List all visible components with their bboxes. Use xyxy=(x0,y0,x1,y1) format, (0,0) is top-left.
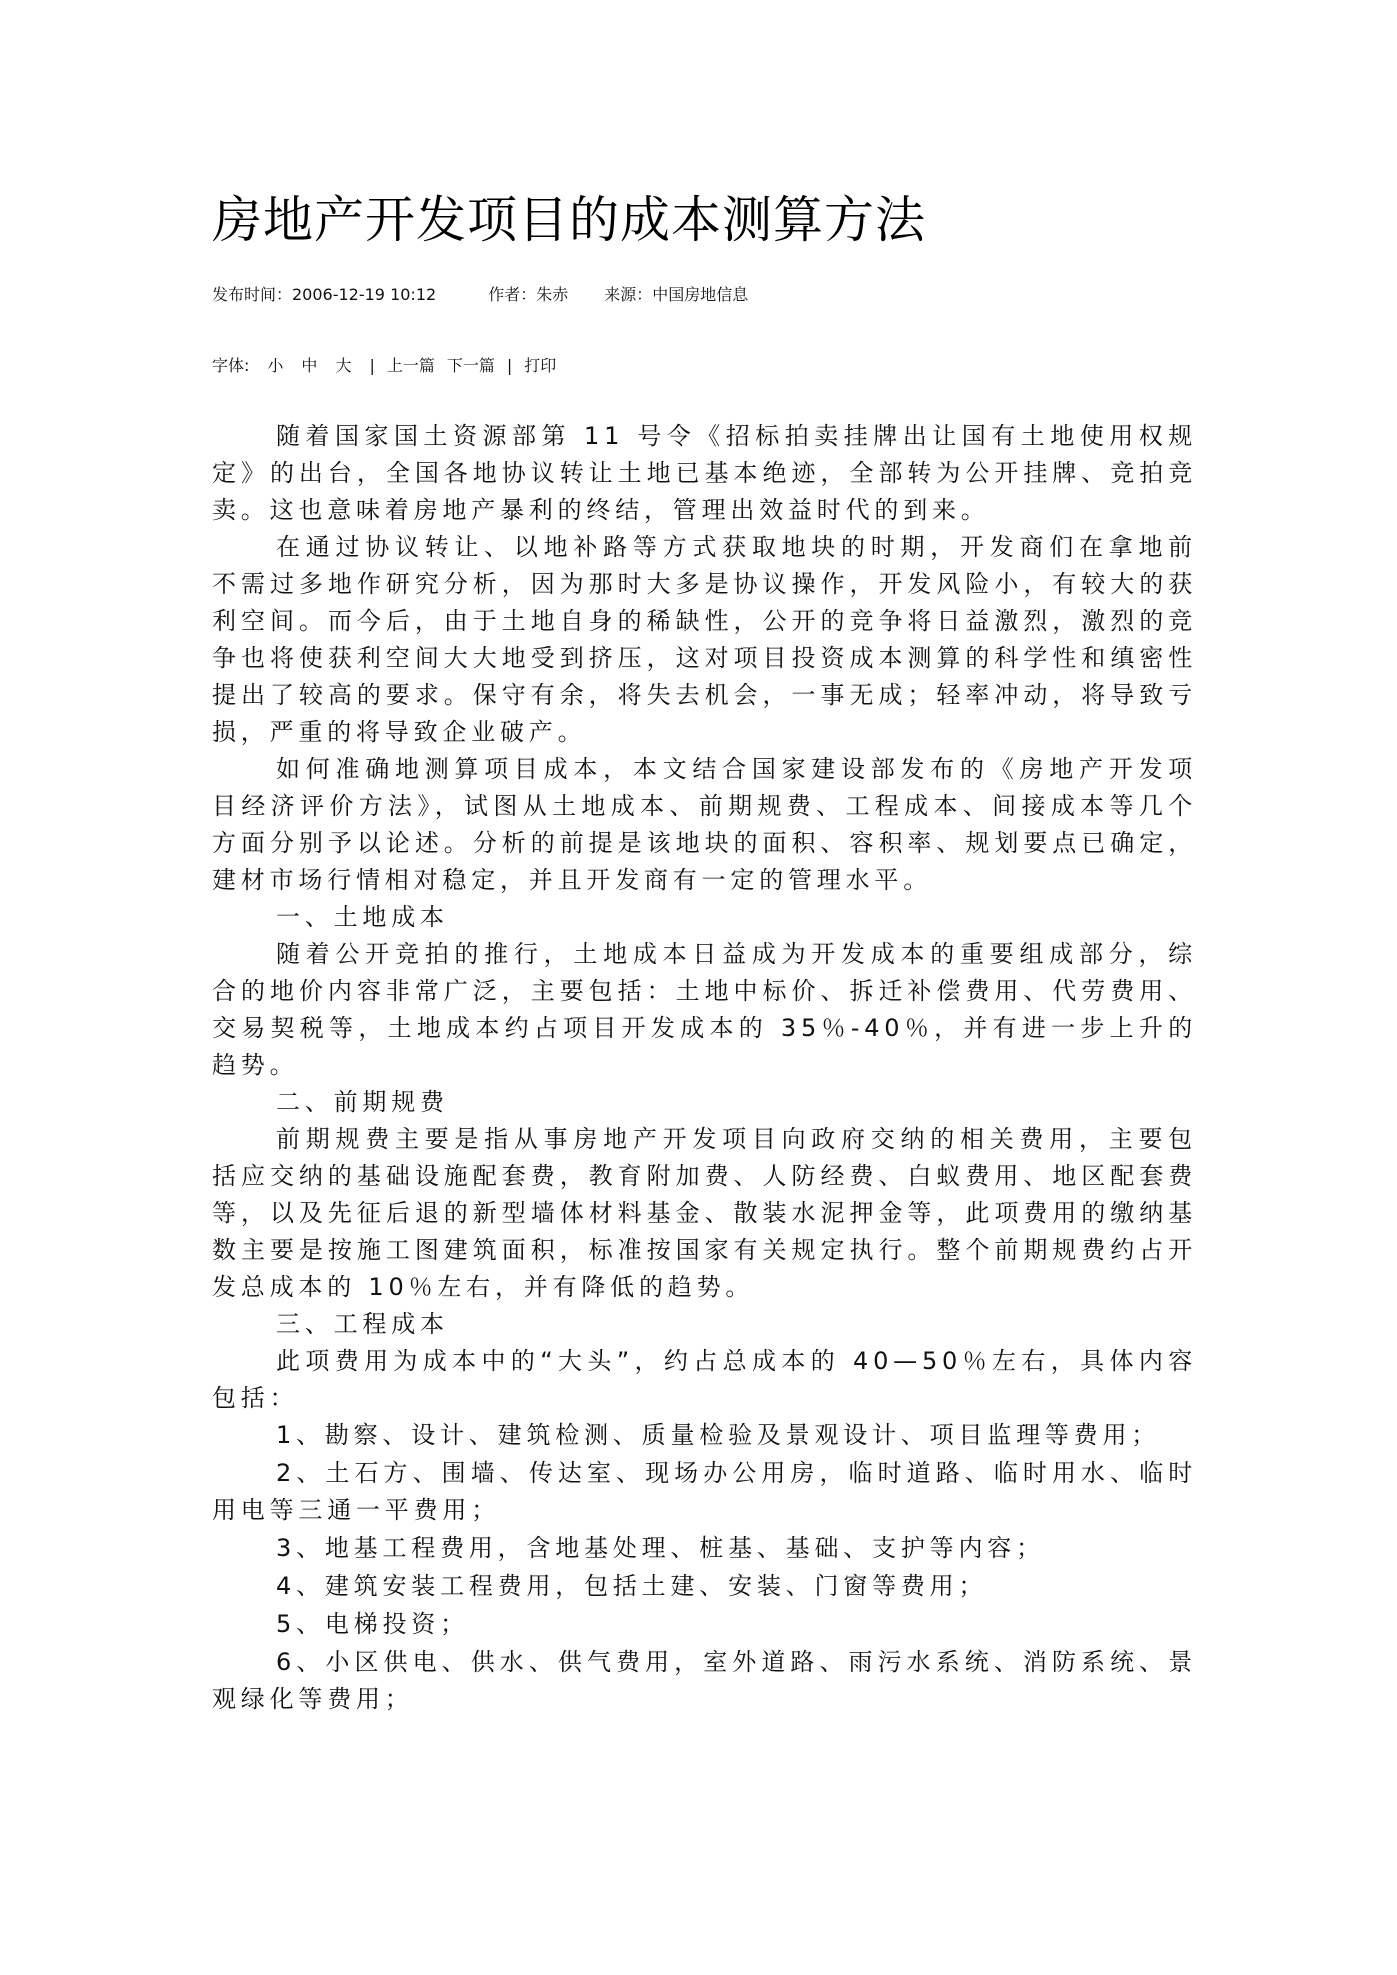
next-article-link[interactable]: 下一篇 xyxy=(446,356,495,375)
section-heading: 二、前期规费 xyxy=(276,1088,449,1116)
article-meta xyxy=(212,282,748,305)
font-medium-link[interactable]: 中 xyxy=(301,356,318,375)
font-small-link[interactable]: 小 xyxy=(267,356,284,375)
font-size-label: 字体: xyxy=(212,356,250,375)
prev-article-link[interactable]: 上一篇 xyxy=(386,356,435,375)
list-item: 3、地基工程费用，含地基处理、桩基、基础、支护等内容； xyxy=(276,1534,1045,1562)
publish-time: 发布时间：2006-12-19 10:12 xyxy=(212,285,437,304)
list-item: 5、电梯投资； xyxy=(276,1610,469,1638)
section-heading: 三、工程成本 xyxy=(276,1310,449,1338)
list-item: 1、勘察、设计、建筑检测、质量检验及景观设计、项目监理等费用； xyxy=(276,1421,1161,1449)
toolbar-separator: | xyxy=(506,356,513,375)
source: 来源：中国房地信息 xyxy=(604,285,749,304)
page-title: 房地产开发项目的成本测算方法 xyxy=(212,191,926,249)
article-page xyxy=(212,0,1197,1975)
paragraph: 前期规费主要是指从事房地产开发项目向政府交纳的相关费用，主要包括应交纳的基础设施配套费，教育附加费、人防经费、白蚁费用、地区配套费等，以及先征后退的新型墙体材料基金、散装水泥押金等，此项费用的缴纳基数主要是按施工图建筑面积，标准按国家有关规定执行。整个前期规费约占开发总成本的 10％左右，并有降低的趋势。 xyxy=(212,1125,1197,1301)
paragraph: 随着公开竞拍的推行，土地成本日益成为开发成本的重要组成部分，综合的地价内容非常广泛，主要包括：土地中标价、拆迁补偿费用、代劳费用、交易契税等，土地成本约占项目开发成本的 35％-40％，并有进一步上升的趋势。 xyxy=(212,940,1197,1079)
list-item: 2、土石方、围墙、传达室、现场办公用房，临时道路、临时用水、临时用电等三通一平费用； xyxy=(212,1459,1197,1524)
article-body xyxy=(212,418,1197,1719)
section-heading: 一、土地成本 xyxy=(276,903,449,931)
paragraph: 随着国家国土资源部第 11 号令《招标拍卖挂牌出让国有土地使用权规定》的出台，全国各地协议转让土地已基本绝迹，全部转为公开挂牌、竞拍竞卖。这也意味着房地产暴利的终结，管理出效益时代的到来。 xyxy=(212,422,1197,524)
list-item: 4、建筑安装工程费用，包括土建、安装、门窗等费用； xyxy=(276,1572,988,1600)
paragraph: 如何准确地测算项目成本，本文结合国家建设部发布的《房地产开发项目经济评价方法》，试图从土地成本、前期规费、工程成本、间接成本等几个方面分别予以论述。分析的前提是该地块的面积、容积率、规划要点已确定，建材市场行情相对稳定，并且开发商有一定的管理水平。 xyxy=(212,755,1197,894)
font-large-link[interactable]: 大 xyxy=(335,356,352,375)
list-item: 6、小区供电、供水、供气费用，室外道路、雨污水系统、消防系统、景观绿化等费用； xyxy=(212,1648,1197,1713)
article-toolbar xyxy=(212,353,568,376)
paragraph: 在通过协议转让、以地补路等方式获取地块的时期，开发商们在拿地前不需过多地作研究分析，因为那时大多是协议操作，开发风险小，有较大的获利空间。而今后，由于土地自身的稀缺性，公开的竞争将日益激烈，激烈的竞争也将使获利空间大大地受到挤压，这对项目投资成本测算的科学性和缜密性提出了较高的要求。保守有余，将失去机会，一事无成；轻率冲动，将导致亏损，严重的将导致企业破产。 xyxy=(212,533,1197,746)
print-link[interactable]: 打印 xyxy=(524,356,557,375)
toolbar-separator: | xyxy=(369,356,375,375)
author: 作者：朱赤 xyxy=(488,285,569,304)
paragraph: 此项费用为成本中的“大头”，约占总成本的 40—50％左右，具体内容包括： xyxy=(212,1347,1197,1412)
